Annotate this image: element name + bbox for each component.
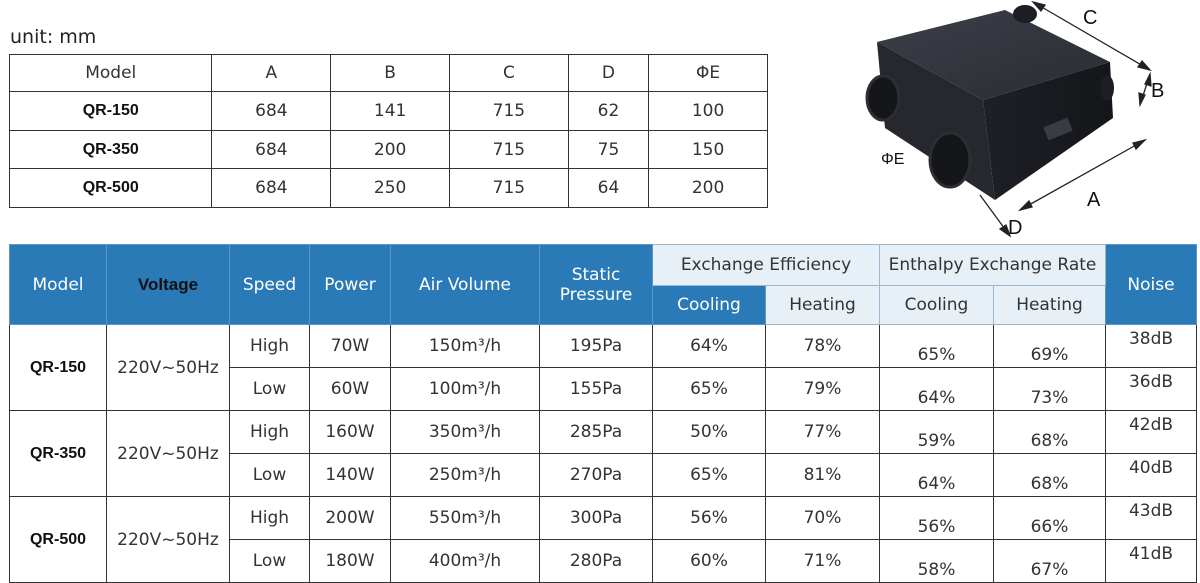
dim-a: 684 <box>212 130 331 169</box>
dimension-label-c: C <box>1083 7 1098 29</box>
dim-model: QR-350 <box>10 130 212 169</box>
spec-ex-cooling: 65% <box>653 368 766 411</box>
spec-speed: Low <box>230 368 310 411</box>
spec-ex-cooling: 65% <box>653 454 766 497</box>
spec-ex-cooling: 60% <box>653 540 766 583</box>
spec-power: 200W <box>310 497 391 540</box>
spec-speed: High <box>230 325 310 368</box>
spec-ex-heating: 70% <box>766 497 880 540</box>
spec-static-pressure: 195Pa <box>540 325 653 368</box>
dim-a: 684 <box>212 169 331 208</box>
dim-b: 250 <box>331 169 450 208</box>
spec-static-pressure: 285Pa <box>540 411 653 454</box>
table-row <box>10 130 768 169</box>
spec-air-volume: 550m³/h <box>391 497 540 540</box>
spec-header-voltage <box>107 245 230 325</box>
spec-header-voltage-text: Voltage <box>137 274 199 294</box>
spec-en-heating: 68% <box>994 411 1106 454</box>
spec-speed: High <box>230 497 310 540</box>
dimension-label-a: A <box>1087 189 1101 211</box>
ventilator-dimension-diagram <box>855 0 1200 240</box>
dim-header-d: D <box>568 55 648 92</box>
spec-voltage: 220V~50Hz <box>107 411 230 497</box>
dim-b: 141 <box>331 92 450 131</box>
spec-header-ex-heating: Heating <box>766 286 880 325</box>
dim-d: 64 <box>568 169 648 208</box>
spec-en-heating: 68% <box>994 454 1106 497</box>
spec-header-noise: Noise <box>1106 245 1197 325</box>
spec-static-pressure: 155Pa <box>540 368 653 411</box>
spec-en-cooling: 64% <box>880 454 994 497</box>
spec-en-cooling: 56% <box>880 497 994 540</box>
spec-air-volume: 350m³/h <box>391 411 540 454</box>
spec-voltage: 220V~50Hz <box>107 497 230 583</box>
spec-model: QR-500 <box>10 497 107 583</box>
spec-noise: 36dB <box>1106 368 1197 411</box>
unit-label: unit: mm <box>10 26 97 48</box>
spec-header-en-cooling: Cooling <box>880 286 994 325</box>
spec-en-cooling: 58% <box>880 540 994 583</box>
dim-b: 200 <box>331 130 450 169</box>
dimension-label-b: B <box>1151 80 1165 102</box>
specification-table <box>9 244 1197 583</box>
dim-header-a: A <box>212 55 331 92</box>
spec-en-heating: 66% <box>994 497 1106 540</box>
dim-e: 200 <box>649 169 768 208</box>
dimension-table <box>9 54 768 208</box>
spec-en-heating: 67% <box>994 540 1106 583</box>
ventilator-unit-image <box>867 5 1114 200</box>
spec-noise: 38dB <box>1106 325 1197 368</box>
spec-ex-cooling: 50% <box>653 411 766 454</box>
spec-noise: 43dB <box>1106 497 1197 540</box>
spec-en-cooling: 64% <box>880 368 994 411</box>
dim-d: 62 <box>568 92 648 131</box>
spec-power: 60W <box>310 368 391 411</box>
spec-en-cooling: 65% <box>880 325 994 368</box>
spec-air-volume: 250m³/h <box>391 454 540 497</box>
spec-power: 180W <box>310 540 391 583</box>
spec-header-power: Power <box>310 245 391 325</box>
dimension-header-row <box>10 55 768 92</box>
spec-speed: High <box>230 411 310 454</box>
spec-noise: 42dB <box>1106 411 1197 454</box>
spec-header-exchange-efficiency: Exchange Efficiency <box>653 245 880 286</box>
spec-en-heating: 69% <box>994 325 1106 368</box>
spec-header-static-pressure: Static Pressure <box>540 245 653 325</box>
dim-d: 75 <box>568 130 648 169</box>
dim-a: 684 <box>212 92 331 131</box>
spec-ex-cooling: 56% <box>653 497 766 540</box>
spec-noise: 40dB <box>1106 454 1197 497</box>
dimension-label-d: D <box>1008 217 1023 239</box>
spec-power: 140W <box>310 454 391 497</box>
spec-power: 70W <box>310 325 391 368</box>
dim-c: 715 <box>450 169 569 208</box>
spec-power: 160W <box>310 411 391 454</box>
spec-static-pressure: 300Pa <box>540 497 653 540</box>
spec-air-volume: 400m³/h <box>391 540 540 583</box>
dim-header-e: ΦE <box>649 55 768 92</box>
dim-model: QR-150 <box>10 92 212 131</box>
spec-header-en-heating: Heating <box>994 286 1106 325</box>
spec-header-enthalpy-rate: Enthalpy Exchange Rate <box>880 245 1106 286</box>
spec-ex-heating: 81% <box>766 454 880 497</box>
table-row <box>10 325 1197 368</box>
spec-ex-heating: 77% <box>766 411 880 454</box>
table-row <box>10 497 1197 540</box>
spec-model: QR-150 <box>10 325 107 411</box>
spec-static-pressure: 270Pa <box>540 454 653 497</box>
spec-model: QR-350 <box>10 411 107 497</box>
table-row <box>10 411 1197 454</box>
dim-header-c: C <box>450 55 569 92</box>
table-row <box>10 92 768 131</box>
spec-ex-heating: 71% <box>766 540 880 583</box>
spec-en-heating: 73% <box>994 368 1106 411</box>
spec-header-speed: Speed <box>230 245 310 325</box>
spec-air-volume: 150m³/h <box>391 325 540 368</box>
dimension-label-e: ΦE <box>881 151 905 168</box>
spec-static-pressure: 280Pa <box>540 540 653 583</box>
dim-model: QR-500 <box>10 169 212 208</box>
spec-voltage: 220V~50Hz <box>107 325 230 411</box>
spec-en-cooling: 59% <box>880 411 994 454</box>
dim-c: 715 <box>450 92 569 131</box>
spec-noise: 41dB <box>1106 540 1197 583</box>
dim-e: 150 <box>649 130 768 169</box>
spec-speed: Low <box>230 540 310 583</box>
spec-ex-heating: 79% <box>766 368 880 411</box>
dim-header-b: B <box>331 55 450 92</box>
spec-header-air-volume: Air Volume <box>391 245 540 325</box>
spec-ex-cooling: 64% <box>653 325 766 368</box>
dim-header-model: Model <box>10 55 212 92</box>
dim-c: 715 <box>450 130 569 169</box>
spec-ex-heating: 78% <box>766 325 880 368</box>
spec-speed: Low <box>230 454 310 497</box>
spec-header-row <box>10 245 1197 286</box>
table-row <box>10 169 768 208</box>
spec-air-volume: 100m³/h <box>391 368 540 411</box>
dim-e: 100 <box>649 92 768 131</box>
spec-header-model: Model <box>10 245 107 325</box>
spec-header-ex-cooling: Cooling <box>653 286 766 325</box>
